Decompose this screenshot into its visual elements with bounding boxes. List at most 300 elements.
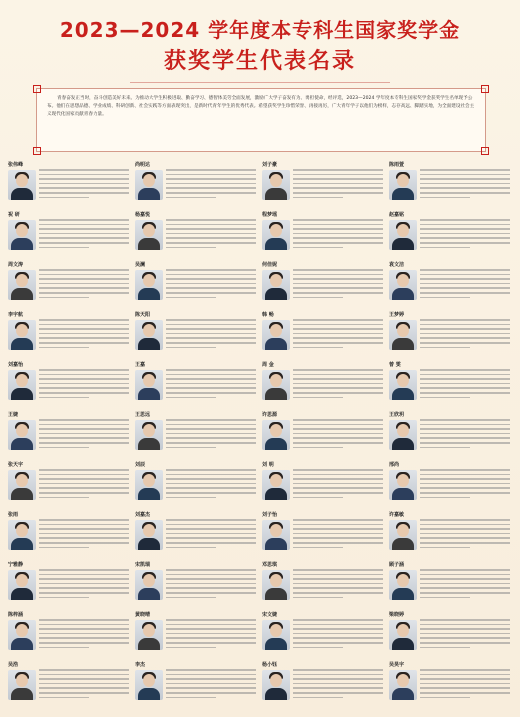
photo-face bbox=[143, 524, 155, 537]
awardee-name: 陈梓涵 bbox=[8, 612, 24, 618]
awardee-name: 陈雨萱 bbox=[389, 162, 405, 168]
awardee-description bbox=[39, 466, 129, 500]
awardee-photo bbox=[135, 570, 163, 600]
awardee-card bbox=[260, 160, 385, 200]
text-line bbox=[166, 342, 256, 344]
text-line bbox=[420, 397, 470, 399]
text-line bbox=[293, 628, 383, 630]
awardee-card bbox=[133, 610, 258, 650]
awardee-name: 邓思琪 bbox=[262, 562, 278, 568]
text-line bbox=[166, 674, 256, 676]
text-line bbox=[293, 669, 383, 671]
text-line bbox=[420, 278, 510, 280]
text-line bbox=[293, 574, 383, 576]
awardee-description bbox=[420, 416, 510, 450]
awardee-photo bbox=[135, 370, 163, 400]
text-line bbox=[39, 324, 129, 326]
awardee-photo bbox=[389, 470, 417, 500]
text-line bbox=[420, 387, 510, 389]
text-line bbox=[293, 292, 383, 294]
awardee-description bbox=[39, 666, 129, 700]
photo-face bbox=[143, 224, 155, 237]
text-line bbox=[39, 487, 129, 489]
text-line bbox=[166, 187, 256, 189]
page-title: 2023—2024 学年度本专科生国家奖学金 bbox=[59, 18, 461, 42]
photo-body bbox=[392, 588, 414, 600]
text-line bbox=[39, 192, 129, 194]
text-line bbox=[39, 647, 89, 649]
text-line bbox=[420, 219, 510, 221]
text-line bbox=[420, 224, 510, 226]
awardee-description bbox=[420, 216, 510, 250]
text-line bbox=[166, 283, 256, 285]
awardee-photo bbox=[389, 420, 417, 450]
awardee-name: 王欣玥 bbox=[389, 412, 405, 418]
awardee-name: 吴澜 bbox=[135, 262, 146, 268]
awardee-photo bbox=[135, 220, 163, 250]
corner-ornament bbox=[33, 147, 41, 155]
text-line bbox=[166, 247, 216, 249]
text-line bbox=[420, 274, 510, 276]
photo-face bbox=[397, 624, 409, 637]
text-line bbox=[166, 369, 256, 371]
awardee-description bbox=[293, 416, 383, 450]
text-line bbox=[39, 642, 129, 644]
photo-body bbox=[265, 488, 287, 500]
corner-ornament bbox=[33, 85, 41, 93]
photo-face bbox=[397, 474, 409, 487]
text-line bbox=[420, 642, 510, 644]
awardee-photo bbox=[8, 320, 36, 350]
photo-body bbox=[11, 538, 33, 550]
text-line bbox=[39, 328, 129, 330]
awardee-card bbox=[387, 510, 512, 550]
text-line bbox=[420, 437, 510, 439]
awardee-card bbox=[260, 610, 385, 650]
text-line bbox=[166, 633, 256, 635]
text-line bbox=[420, 419, 510, 421]
awardee-name: 刘子豪 bbox=[262, 162, 278, 168]
text-line bbox=[420, 633, 510, 635]
photo-body bbox=[392, 538, 414, 550]
awardee-photo bbox=[135, 420, 163, 450]
text-line bbox=[39, 669, 129, 671]
text-line bbox=[293, 478, 383, 480]
awardee-description bbox=[420, 366, 510, 400]
awardee-column bbox=[6, 160, 133, 712]
text-line bbox=[293, 583, 383, 585]
text-line bbox=[420, 428, 510, 430]
photo-face bbox=[143, 174, 155, 187]
text-line bbox=[420, 324, 510, 326]
awardee-card bbox=[387, 160, 512, 200]
text-line bbox=[293, 242, 383, 244]
text-line bbox=[166, 397, 216, 399]
awardee-photo bbox=[389, 170, 417, 200]
text-line bbox=[166, 647, 216, 649]
text-line bbox=[420, 547, 470, 549]
text-line bbox=[420, 592, 510, 594]
text-line bbox=[420, 647, 470, 649]
text-line bbox=[166, 478, 256, 480]
awardee-card bbox=[6, 410, 131, 450]
awardee-card bbox=[387, 560, 512, 600]
text-line bbox=[293, 587, 383, 589]
photo-body bbox=[11, 188, 33, 200]
awardee-photo bbox=[262, 170, 290, 200]
awardee-name: 韩 畅 bbox=[262, 312, 274, 318]
text-line bbox=[166, 697, 216, 699]
text-line bbox=[39, 433, 129, 435]
text-line bbox=[166, 624, 256, 626]
awardee-card bbox=[133, 660, 258, 700]
text-line bbox=[293, 269, 383, 271]
awardee-name: 王思远 bbox=[135, 412, 151, 418]
text-line bbox=[166, 492, 256, 494]
awardee-name: 吴浩 bbox=[8, 662, 19, 668]
photo-body bbox=[11, 438, 33, 450]
text-line bbox=[420, 342, 510, 344]
text-line bbox=[420, 319, 510, 321]
text-line bbox=[166, 469, 256, 471]
text-line bbox=[293, 697, 343, 699]
awardee-card bbox=[387, 260, 512, 300]
text-line bbox=[39, 697, 89, 699]
awardee-photo bbox=[135, 270, 163, 300]
text-line bbox=[293, 319, 383, 321]
awardee-card bbox=[387, 610, 512, 650]
photo-face bbox=[397, 324, 409, 337]
text-line bbox=[420, 683, 510, 685]
awardee-grid bbox=[6, 160, 514, 712]
photo-face bbox=[270, 424, 282, 437]
page-subtitle: 获奖学生代表名录 bbox=[163, 49, 356, 74]
text-line bbox=[166, 569, 256, 571]
text-line bbox=[420, 237, 510, 239]
text-line bbox=[166, 587, 256, 589]
text-line bbox=[166, 637, 256, 639]
awardee-description bbox=[166, 316, 256, 350]
text-line bbox=[293, 324, 383, 326]
awardee-description bbox=[420, 266, 510, 300]
text-line bbox=[166, 328, 256, 330]
text-line bbox=[39, 497, 89, 499]
text-line bbox=[293, 569, 383, 571]
text-line bbox=[39, 637, 129, 639]
photo-face bbox=[16, 324, 28, 337]
text-line bbox=[293, 347, 343, 349]
photo-body bbox=[11, 388, 33, 400]
text-line bbox=[293, 624, 383, 626]
text-line bbox=[39, 533, 129, 535]
text-line bbox=[420, 392, 510, 394]
awardee-name: 黄晓晴 bbox=[135, 612, 151, 618]
text-line bbox=[293, 692, 383, 694]
text-line bbox=[166, 174, 256, 176]
awardee-photo bbox=[262, 670, 290, 700]
photo-body bbox=[265, 688, 287, 700]
awardee-photo bbox=[389, 370, 417, 400]
awardee-photo bbox=[262, 620, 290, 650]
awardee-name: 刘 明 bbox=[262, 462, 274, 468]
awardee-photo bbox=[135, 320, 163, 350]
text-line bbox=[293, 547, 343, 549]
text-line bbox=[39, 178, 129, 180]
photo-body bbox=[138, 688, 160, 700]
photo-face bbox=[16, 524, 28, 537]
text-line bbox=[39, 619, 129, 621]
awardee-card bbox=[260, 560, 385, 600]
photo-body bbox=[265, 238, 287, 250]
text-line bbox=[39, 233, 129, 235]
awardee-card bbox=[260, 260, 385, 300]
awardee-photo bbox=[389, 620, 417, 650]
awardee-name: 李宇航 bbox=[8, 312, 24, 318]
text-line bbox=[39, 369, 129, 371]
text-line bbox=[293, 378, 383, 380]
text-line bbox=[293, 519, 383, 521]
awardee-card bbox=[260, 510, 385, 550]
text-line bbox=[293, 437, 383, 439]
awardee-description bbox=[39, 566, 129, 600]
text-line bbox=[39, 542, 129, 544]
text-line bbox=[293, 433, 383, 435]
awardee-name: 祝 研 bbox=[8, 212, 20, 218]
text-line bbox=[293, 642, 383, 644]
text-line bbox=[166, 619, 256, 621]
corner-ornament bbox=[481, 147, 489, 155]
text-line bbox=[293, 174, 383, 176]
awardee-description bbox=[166, 166, 256, 200]
text-line bbox=[420, 333, 510, 335]
text-line bbox=[293, 674, 383, 676]
photo-body bbox=[11, 288, 33, 300]
awardee-description bbox=[420, 616, 510, 650]
intro-text: 青春奋发正当时，奋斗创造美好未来。为推动大学生积极进取、勤奋学习、德智体美劳全面发展，激励广大学子奋发有为、勇担使命，经评选，2023—2024 学年度本专科生国家奖学金获奖学生名单现予公布。他们在思想品德、学业成绩、科研创新、社会实践等方面表现突出，是新时代青年学生的优秀代表。希望获奖学生珍惜荣誉、再接再厉，广大青年学子以他们为榜样，志存高远、脚踏实地，为全面建设社会主义现代化国家贡献青春力量。 bbox=[47, 96, 475, 117]
text-line bbox=[39, 419, 129, 421]
photo-body bbox=[11, 638, 33, 650]
awardee-column bbox=[133, 160, 260, 712]
awardee-description bbox=[293, 566, 383, 600]
text-line bbox=[420, 178, 510, 180]
awardee-column bbox=[260, 160, 387, 712]
text-line bbox=[39, 174, 129, 176]
text-line bbox=[420, 578, 510, 580]
text-line bbox=[166, 228, 256, 230]
photo-face bbox=[397, 574, 409, 587]
text-line bbox=[39, 574, 129, 576]
photo-face bbox=[143, 274, 155, 287]
text-line bbox=[293, 687, 383, 689]
text-line bbox=[293, 683, 383, 685]
photo-face bbox=[16, 374, 28, 387]
awardee-description bbox=[166, 366, 256, 400]
awardee-description bbox=[39, 216, 129, 250]
awardee-photo bbox=[389, 670, 417, 700]
awardee-description bbox=[166, 416, 256, 450]
awardee-name: 杨嘉悦 bbox=[135, 212, 151, 218]
awardee-card bbox=[133, 560, 258, 600]
text-line bbox=[420, 433, 510, 435]
text-line bbox=[39, 442, 129, 444]
awardee-name: 吴昊宇 bbox=[389, 662, 405, 668]
text-line bbox=[420, 297, 470, 299]
awardee-description bbox=[293, 516, 383, 550]
awardee-photo bbox=[8, 570, 36, 600]
text-line bbox=[166, 524, 256, 526]
text-line bbox=[293, 537, 383, 539]
awardee-description bbox=[293, 616, 383, 650]
text-line bbox=[293, 228, 383, 230]
text-line bbox=[166, 333, 256, 335]
text-line bbox=[293, 424, 383, 426]
awardee-description bbox=[420, 316, 510, 350]
photo-face bbox=[143, 624, 155, 637]
text-line bbox=[39, 583, 129, 585]
text-line bbox=[420, 374, 510, 376]
awardee-description bbox=[166, 566, 256, 600]
awardee-description bbox=[39, 266, 129, 300]
photo-face bbox=[143, 674, 155, 687]
photo-face bbox=[143, 424, 155, 437]
text-line bbox=[166, 178, 256, 180]
text-line bbox=[420, 469, 510, 471]
awardee-card bbox=[387, 360, 512, 400]
photo-face bbox=[16, 424, 28, 437]
text-line bbox=[293, 197, 343, 199]
text-line bbox=[39, 537, 129, 539]
text-line bbox=[166, 392, 256, 394]
text-line bbox=[420, 447, 470, 449]
text-line bbox=[166, 574, 256, 576]
text-line bbox=[420, 442, 510, 444]
text-line bbox=[39, 228, 129, 230]
photo-body bbox=[392, 338, 414, 350]
text-line bbox=[166, 433, 256, 435]
photo-body bbox=[265, 538, 287, 550]
text-line bbox=[166, 297, 216, 299]
text-line bbox=[293, 447, 343, 449]
text-line bbox=[39, 474, 129, 476]
text-line bbox=[166, 597, 216, 599]
text-line bbox=[293, 247, 343, 249]
text-line bbox=[420, 624, 510, 626]
awardee-name: 杨小钰 bbox=[262, 662, 278, 668]
text-line bbox=[166, 387, 256, 389]
photo-body bbox=[265, 188, 287, 200]
awardee-photo bbox=[8, 220, 36, 250]
text-line bbox=[293, 297, 343, 299]
text-line bbox=[293, 387, 383, 389]
text-line bbox=[166, 319, 256, 321]
text-line bbox=[39, 547, 89, 549]
awardee-name: 刘辰 bbox=[135, 462, 146, 468]
text-line bbox=[420, 233, 510, 235]
text-line bbox=[39, 269, 129, 271]
text-line bbox=[39, 397, 89, 399]
text-line bbox=[166, 278, 256, 280]
awardee-card bbox=[6, 460, 131, 500]
text-line bbox=[420, 269, 510, 271]
text-line bbox=[420, 283, 510, 285]
text-line bbox=[166, 237, 256, 239]
text-line bbox=[420, 287, 510, 289]
awardee-name: 张雨 bbox=[8, 512, 19, 518]
text-line bbox=[293, 287, 383, 289]
awardee-photo bbox=[8, 270, 36, 300]
awardee-name: 王梦婷 bbox=[389, 312, 405, 318]
text-line bbox=[166, 628, 256, 630]
photo-face bbox=[397, 224, 409, 237]
photo-face bbox=[270, 474, 282, 487]
text-line bbox=[39, 437, 129, 439]
text-line bbox=[39, 197, 89, 199]
awardee-description bbox=[420, 166, 510, 200]
text-line bbox=[420, 474, 510, 476]
text-line bbox=[420, 674, 510, 676]
awardee-description bbox=[420, 566, 510, 600]
text-line bbox=[39, 187, 129, 189]
text-line bbox=[39, 687, 129, 689]
photo-face bbox=[397, 524, 409, 537]
photo-body bbox=[138, 638, 160, 650]
text-line bbox=[39, 628, 129, 630]
text-line bbox=[420, 192, 510, 194]
text-line bbox=[39, 297, 89, 299]
text-line bbox=[39, 524, 129, 526]
awardee-name: 王嘉 bbox=[135, 362, 146, 368]
awardee-name: 顾子涵 bbox=[389, 562, 405, 568]
text-line bbox=[420, 378, 510, 380]
text-line bbox=[39, 478, 129, 480]
awardee-photo bbox=[8, 420, 36, 450]
awardee-card bbox=[387, 210, 512, 250]
text-line bbox=[420, 424, 510, 426]
text-line bbox=[166, 428, 256, 430]
text-line bbox=[166, 224, 256, 226]
photo-body bbox=[138, 438, 160, 450]
photo-body bbox=[392, 638, 414, 650]
text-line bbox=[420, 533, 510, 535]
awardee-description bbox=[39, 366, 129, 400]
text-line bbox=[39, 678, 129, 680]
text-line bbox=[39, 247, 89, 249]
photo-face bbox=[270, 224, 282, 237]
text-line bbox=[420, 347, 470, 349]
text-line bbox=[166, 274, 256, 276]
text-line bbox=[39, 319, 129, 321]
awardee-description bbox=[39, 166, 129, 200]
text-line bbox=[420, 492, 510, 494]
awardee-card bbox=[260, 460, 385, 500]
text-line bbox=[166, 424, 256, 426]
text-line bbox=[293, 533, 383, 535]
awardee-card bbox=[260, 360, 385, 400]
awardee-description bbox=[39, 416, 129, 450]
text-line bbox=[420, 583, 510, 585]
text-line bbox=[39, 347, 89, 349]
text-line bbox=[420, 247, 470, 249]
text-line bbox=[39, 237, 129, 239]
text-line bbox=[293, 333, 383, 335]
awardee-photo bbox=[135, 670, 163, 700]
text-line bbox=[420, 574, 510, 576]
text-line bbox=[166, 324, 256, 326]
awardee-name: 刘嘉杰 bbox=[135, 512, 151, 518]
photo-face bbox=[397, 424, 409, 437]
awardee-card bbox=[133, 160, 258, 200]
text-line bbox=[293, 178, 383, 180]
